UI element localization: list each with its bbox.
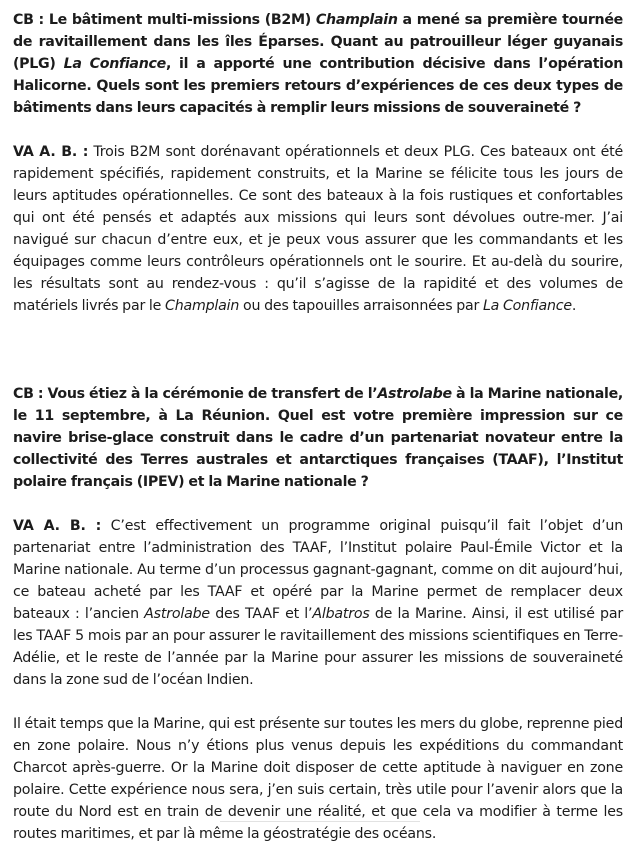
text-run: Trois B2M sont dorénavant opérationnels et deux PLG. Ces bateaux ont été rapidement spécifiés, rapidement construits, et la Marine se félicite tous les jours de leurs aptitudes opérationnelles. Ce sont des bateaux à la fois rustiques et confortables qui ont été pensés et adaptés aux missions qui leurs sont dévolues outre-mer. J’ai navigué sur chacun d’entre eux, et je peux vous assurer que les commandants et les équipages comme leurs contrôleurs opérationnels ont le sourire. Et au-delà du sourire, les résultats sont au rendez-vous : qu’il s’agisse de la rapidité et des volumes de matériels livrés par le bbox=[13, 144, 623, 314]
text-run: ou des tapouilles arraisonnées par bbox=[239, 298, 483, 314]
interview-document bbox=[13, 9, 623, 845]
text-run: a mené sa première tournée de ravitaillement dans les îles Éparses. Quant au patrouilleur léger guyanais (PLG) bbox=[13, 12, 623, 72]
answer-2 bbox=[13, 515, 623, 691]
text-run: . bbox=[571, 298, 577, 314]
speaker-label: VA A. B. : bbox=[13, 144, 89, 160]
text-run: à la Marine nationale, le 11 septembre, à La Réunion. Quel est votre première impression sur ce navire brise-glace construit dans le cadre d’un partenariat novateur entre la collectivité des Terres australes et antarctiques françaises (TAAF), l’Institut polaire français (IPEV) et la Marine nationale ? bbox=[13, 386, 623, 490]
vessel-name: Champlain bbox=[315, 12, 398, 28]
text-run: Il était temps que la Marine, qui est présente sur toutes les mers du globe, reprenne pied en zone polaire. Nous n’y étions plus venus depuis les expéditions du commandant Charcot après-guerre. Or la Marine doit disposer de cette aptitude à naviguer en zone polaire. Cette expérience nous sera, j’en suis certain, très utile pour l’avenir alors que la route du Nord est en train de devenir une réalité, et que cela va modifier à terme les routes maritimes, et par là même la géostratégie des océans. bbox=[13, 716, 623, 842]
spacer bbox=[13, 493, 623, 515]
vessel-name: La Confiance bbox=[482, 298, 572, 314]
speaker-label: VA A. B. : bbox=[13, 518, 102, 534]
text-run: CB : Vous étiez à la cérémonie de transfert de l’ bbox=[13, 386, 378, 402]
spacer bbox=[13, 317, 623, 383]
spacer bbox=[13, 119, 623, 141]
text-run: de la Marine. Ainsi, il est utilisé par les TAAF 5 mois par an pour assurer le ravitaillement des missions scientifiques en Terre-Adélie, et le reste de l’année par la Marine pour assurer les missions de souveraineté dans la zone sud de l’océan Indien. bbox=[13, 606, 623, 688]
text-run: , il a apporté une contribution décisive dans l’opération Halicorne. Quels sont les premiers retours d’expériences de ces deux types de bâtiments dans leurs capacités à remplir leurs missions de souveraineté ? bbox=[13, 56, 623, 116]
vessel-name: Astrolabe bbox=[377, 386, 452, 402]
text-run: CB : Le bâtiment multi-missions (B2M) bbox=[13, 12, 316, 28]
answer-1 bbox=[13, 141, 623, 317]
question-1 bbox=[13, 9, 623, 119]
text-run: C’est effectivement un programme original puisqu’il fait l’objet d’un partenariat entre l’administration des TAAF, l’Institut polaire Paul-Émile Victor et la Marine nationale. Au terme d’un processus gagnant-gagnant, comme on dit aujourd’hui, ce bateau acheté par les TAAF et opéré par la Marine permet de remplacer deux bateaux : l’ancien bbox=[13, 518, 624, 622]
vessel-name: La Confiance bbox=[63, 56, 166, 72]
vessel-name: Albatros bbox=[312, 606, 370, 622]
spacer bbox=[13, 691, 623, 713]
text-run: des TAAF et l’ bbox=[209, 606, 313, 622]
question-2 bbox=[13, 383, 623, 493]
vessel-name: Champlain bbox=[165, 298, 240, 314]
vessel-name: Astrolabe bbox=[144, 606, 210, 622]
